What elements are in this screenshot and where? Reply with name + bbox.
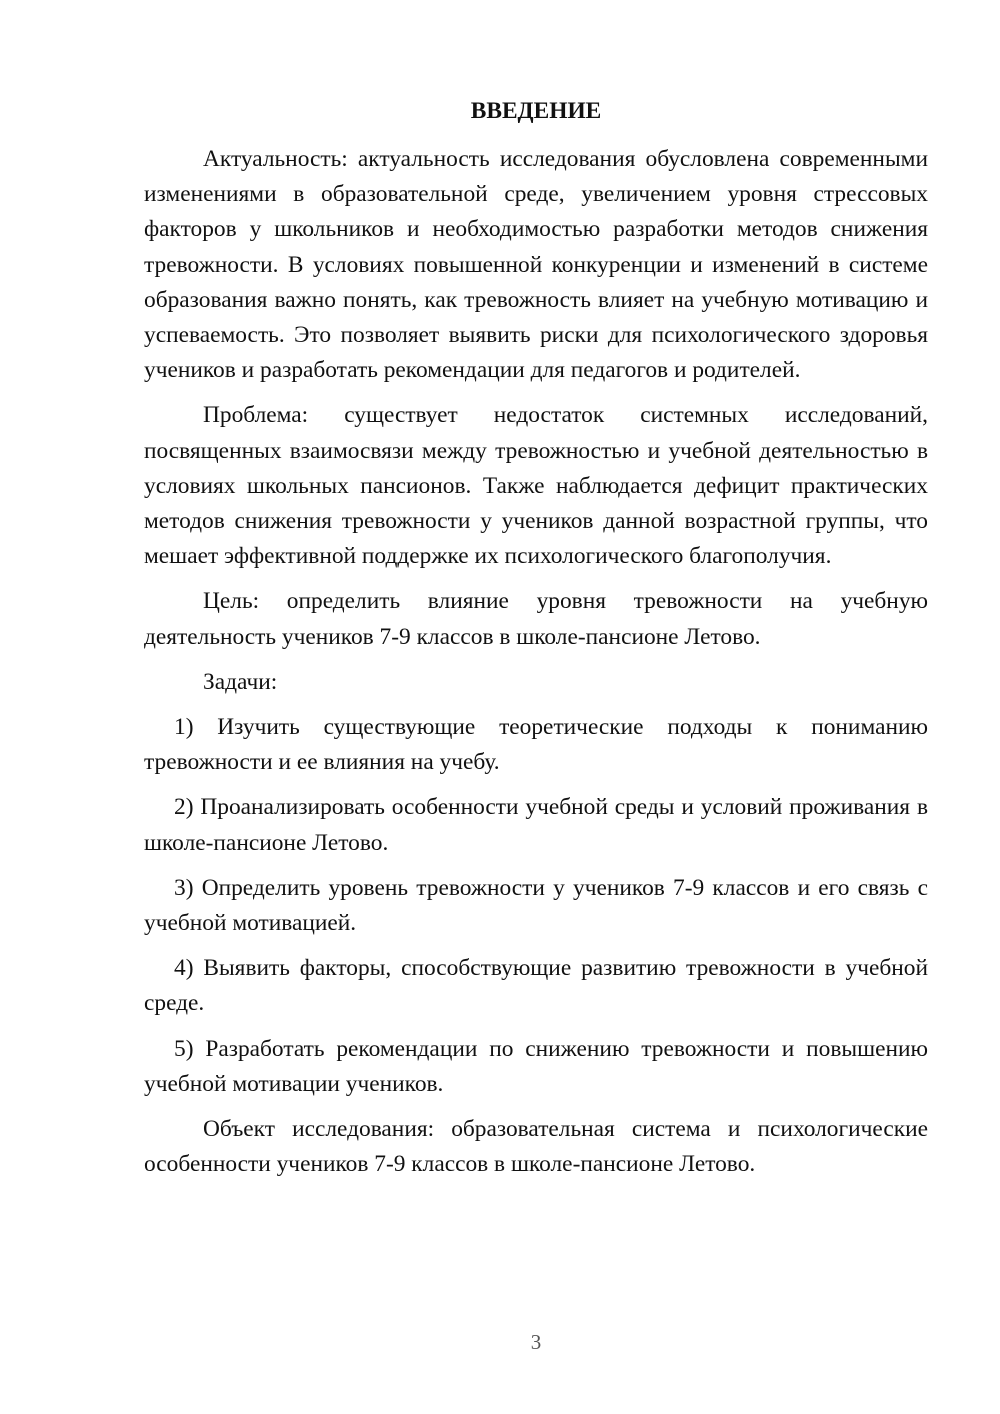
paragraph-problem: Проблема: существует недостаток системных исследований, посвященных взаимосвязи между тревожностью и учебной деятельностью в условиях школьных пансионов. Также наблюдается дефицит практических методов снижения тревожности у учеников данной возрастной группы, что мешает эффективной поддержке их психологического благополучия.: [144, 402, 928, 570]
tasks-list: [144, 710, 928, 1102]
paragraph-goal: Цель: определить влияние уровня тревожности на учебную деятельность учеников 7-9 классов в школе-пансионе Летово.: [144, 588, 928, 650]
task-item: 2) Проанализировать особенности учебной среды и условий проживания в школе-пансионе Летово.: [144, 794, 928, 856]
task-item: 3) Определить уровень тревожности у учеников 7-9 классов и его связь с учебной мотивацией.: [144, 874, 928, 937]
task-item: 4) Выявить факторы, способствующие развитию тревожности в учебной среде.: [144, 955, 928, 1017]
tasks-heading: Задачи:: [203, 668, 278, 695]
page-content: [144, 94, 928, 1192]
paragraph-object: Объект исследования: образовательная система и психологические особенности учеников 7-9 классов в школе-пансионе Летово.: [144, 1116, 928, 1178]
task-item: 1) Изучить существующие теоретические подходы к пониманию тревожности и ее влияния на учебу.: [144, 714, 928, 776]
task-item: 5) Разработать рекомендации по снижению тревожности и повышению учебной мотивации учеников.: [144, 1035, 928, 1097]
page-number: 3: [530, 1330, 542, 1354]
page-title: ВВЕДЕНИЕ: [470, 98, 602, 124]
paragraph-relevance: Актуальность: актуальность исследования обусловлена современными изменениями в образовательной среде, увеличением уровня стрессовых факторов у школьников и необходимостью разработки методов снижения тревожности. В условиях повышенной конкуренции и изменений в системе образования важно понять, как тревожность влияет на учебную мотивацию и успеваемость. Это позволяет выявить риски для психологического здоровья учеников и разработать рекомендации для педагогов и родителей.: [144, 146, 928, 384]
